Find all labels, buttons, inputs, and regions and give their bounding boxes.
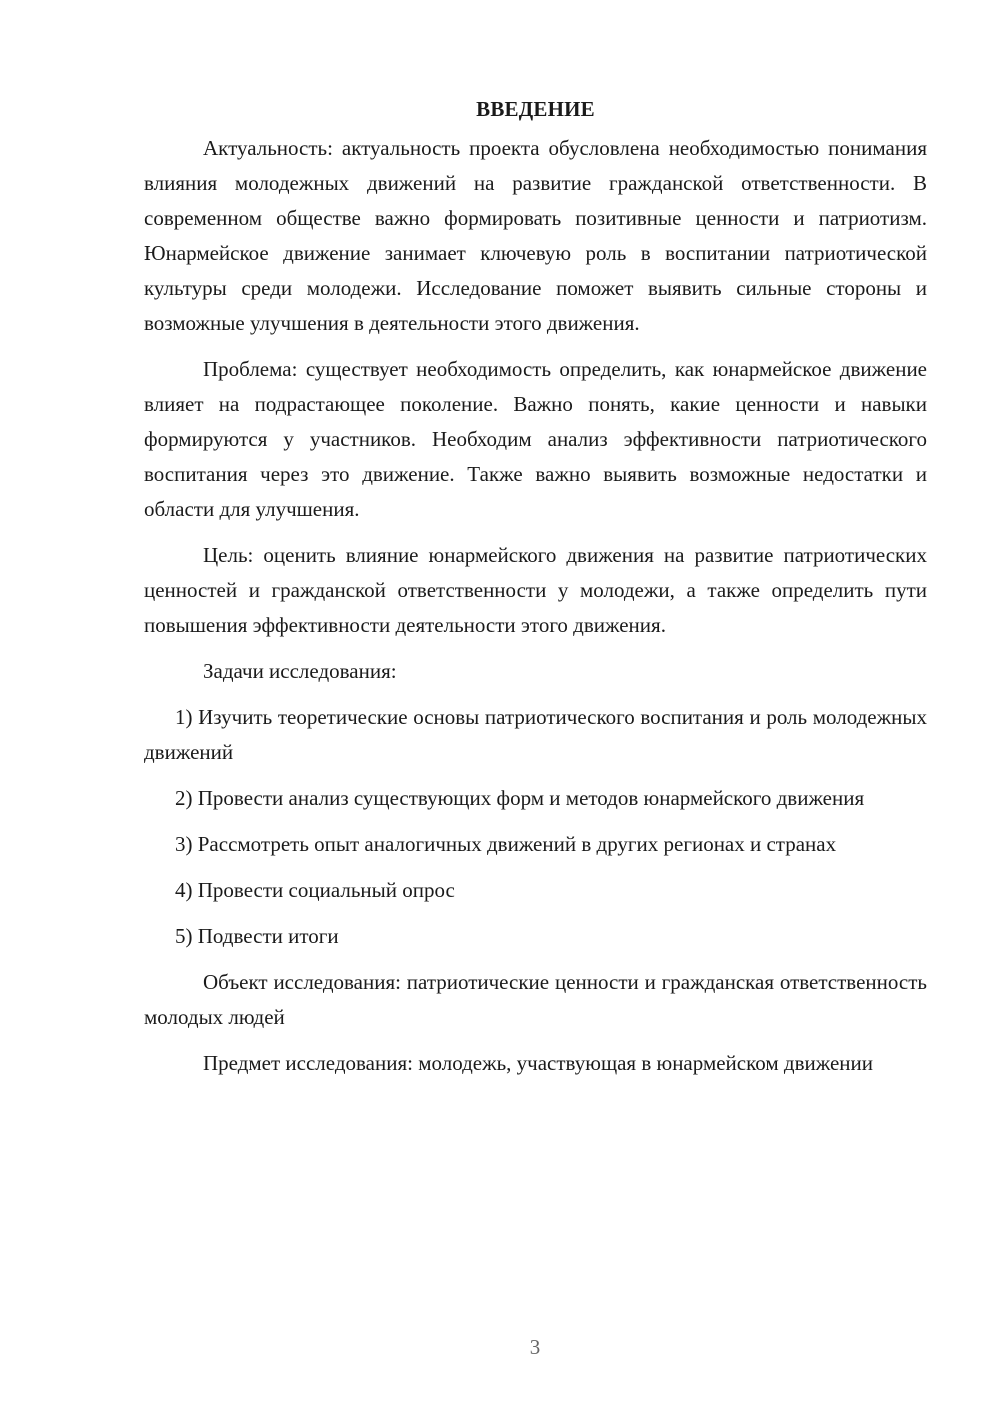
relevance-paragraph: Актуальность: актуальность проекта обусловлена необходимостью понимания влияния молодежных движений на развитие гражданской ответственности. В современном обществе важно формировать позитивные ценности и патриотизм. Юнармейское движение занимает ключевую роль в воспитании патриотической культуры среди молодежи. Исследование поможет выявить сильные стороны и возможные улучшения в деятельности этого движения.	[144, 136, 927, 335]
page-number: 3	[529, 1335, 541, 1359]
goal-paragraph: Цель: оценить влияние юнармейского движения на развитие патриотических ценностей и гражданской ответственности у молодежи, а также определить пути повышения эффективности деятельности этого движения.	[144, 543, 927, 637]
task-item-2: 2) Провести анализ существующих форм и методов юнармейского движения	[175, 786, 865, 810]
section-heading: ВВЕДЕНИЕ	[476, 97, 595, 121]
document-page	[144, 92, 927, 1292]
object-paragraph: Объект исследования: патриотические ценности и гражданская ответственность молодых людей	[144, 970, 927, 1029]
task-item-1: 1) Изучить теоретические основы патриотического воспитания и роль молодежных движений	[144, 705, 927, 764]
tasks-title: Задачи исследования:	[203, 659, 397, 683]
subject-paragraph: Предмет исследования: молодежь, участвующая в юнармейском движении	[203, 1051, 873, 1075]
task-item-3: 3) Рассмотреть опыт аналогичных движений в других регионах и странах	[175, 832, 837, 856]
problem-paragraph: Проблема: существует необходимость определить, как юнармейское движение влияет на подрастающее поколение. Важно понять, какие ценности и навыки формируются у участников. Необходим анализ эффективности патриотического воспитания через это движение. Также важно выявить возможные недостатки и области для улучшения.	[144, 357, 927, 521]
task-item-4: 4) Провести социальный опрос	[175, 878, 455, 902]
task-item-5: 5) Подвести итоги	[175, 924, 339, 948]
